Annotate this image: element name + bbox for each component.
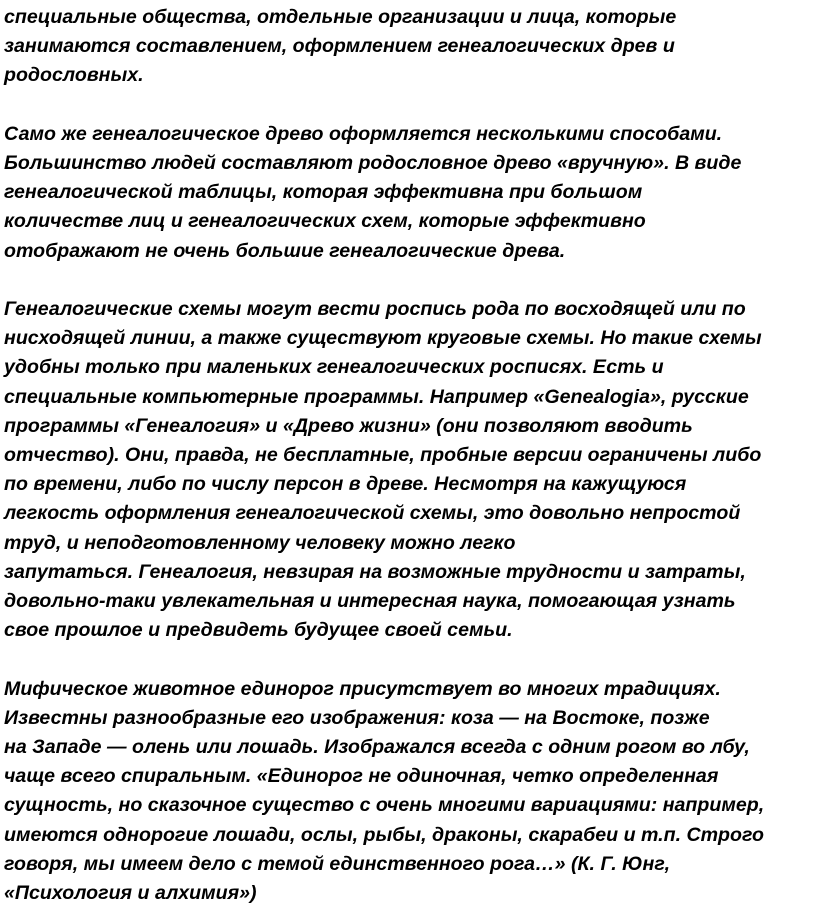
text-line: «Психология и алхимия») <box>4 882 257 905</box>
text-line: сущность, но сказочное существо с очень многими вариациями: например, <box>4 794 765 817</box>
text-line: отображают не очень большие генеалогические древа. <box>4 239 566 262</box>
text-line: говоря, мы имеем дело с темой единственного рога…» (К. Г. Юнг, <box>4 852 671 875</box>
paragraph-genealogy-schemes <box>4 295 814 645</box>
text-line: Известны разнообразные его изображения: коза — на Востоке, позже <box>4 706 710 729</box>
paragraph-unicorn <box>4 675 814 908</box>
text-line: на Западе — олень или лошадь. Изображался всегда с одним рогом во лбу, <box>4 736 750 759</box>
text-line: Генеалогические схемы могут вести роспись рода по восходящей или по <box>4 298 746 320</box>
text-line: количестве лиц и генеалогических схем, которые эффективно <box>4 210 646 233</box>
text-line: Большинство людей составляют родословное древо «вручную». В виде <box>4 152 742 174</box>
text-line: свое прошлое и предвидеть будущее своей семьи. <box>4 619 513 642</box>
text-line: генеалогической таблицы, которая эффективна при большом <box>4 181 643 204</box>
text-line: Мифическое животное единорог присутствует во многих традициях. <box>4 677 721 700</box>
paragraph-continuation <box>4 3 814 91</box>
text-line: легкость оформления генеалогической схемы, это довольно непростой <box>4 502 741 525</box>
text-line: чаще всего спиральным. «Единорог не одиночная, четко определенная <box>4 765 719 788</box>
text-line: программы «Генеалогия» и «Древо жизни» (они позволяют вводить <box>4 414 693 437</box>
text-line: специальные компьютерные программы. Например «Genealogia», русские <box>4 385 749 408</box>
text-line: занимаются составлением, оформлением генеалогических древ и <box>4 35 675 58</box>
text-line: специальные общества, отдельные организации и лица, которые <box>4 6 677 28</box>
document-page <box>4 3 814 908</box>
text-line: имеются однорогие лошади, ослы, рыбы, драконы, скарабеи и т.п. Строго <box>4 823 764 846</box>
text-line: по времени, либо по числу персон в древе. Несмотря на кажущуюся <box>4 473 687 496</box>
text-line: отчество). Они, правда, не бесплатные, пробные версии ограничены либо <box>4 444 762 467</box>
text-line: родословных. <box>4 64 144 87</box>
text-line: удобны только при маленьких генеалогических росписях. Есть и <box>4 356 664 379</box>
paragraph-tree-methods <box>4 120 814 266</box>
text-line: труд, и неподготовленному человеку можно легко <box>4 531 516 554</box>
text-line: нисходящей линии, а также существуют круговые схемы. Но такие схемы <box>4 327 762 350</box>
text-line: запутаться. Генеалогия, невзирая на возможные трудности и затраты, <box>4 560 746 583</box>
text-line: довольно-таки увлекательная и интересная наука, помогающая узнать <box>4 590 736 613</box>
text-line: Само же генеалогическое древо оформляется несколькими способами. <box>4 122 723 145</box>
